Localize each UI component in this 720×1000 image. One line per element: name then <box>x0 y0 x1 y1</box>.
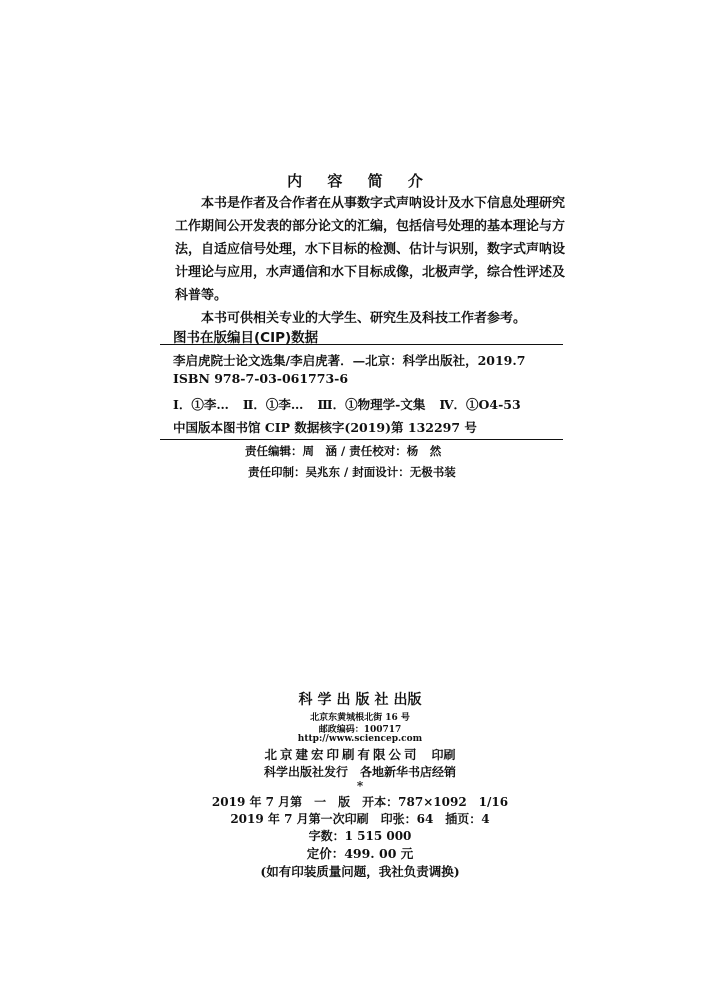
publisher-website: http://www.sciencep.com <box>297 734 423 744</box>
cip-title-line: 李启虎院士论文选集/李启虎著．—北京：科学出版社，2019.7 <box>173 353 526 368</box>
publisher-postcode: 邮政编码：100717 <box>318 725 402 735</box>
price: 定价：499. 00 元 <box>306 846 414 861</box>
printing-info: 2019 年 7 月第一次印刷 印张：64 插页：4 <box>230 812 490 826</box>
publisher-name: 科学出版社 <box>298 692 394 708</box>
cip-heading: 图书在版编目(CIP)数据 <box>173 330 319 346</box>
edition-info: 2019 年 7 月第 一 版 开本：787×1092 1/16 <box>211 795 509 809</box>
classification-item: Ⅱ．①李… <box>242 397 304 412</box>
printer-line <box>0 745 720 763</box>
summary-paragraph: 本书是作者及合作者在从事数字式声呐设计及水下信息处理研究工作期间公开发表的部分论文的汇编，包括信号处理的基本理论与方法，自适应信号处理，水下目标的检测、估计与识别，数字式声呐设计理论与应用，水声通信和水下目标成像，北极声学，综合性评述及科普等。 <box>175 196 566 303</box>
publisher-suffix: 出版 <box>393 692 422 708</box>
divider-rule <box>160 344 563 345</box>
cip-classification <box>173 395 535 413</box>
cip-isbn: ISBN 978-7-03-061773-6 <box>173 371 349 386</box>
summary-title: 内 容 简 介 <box>287 172 433 190</box>
classification-item: Ⅳ．①O4-53 <box>439 397 521 412</box>
distribution: 科学出版社发行 各地新华书店经销 <box>263 765 456 779</box>
publisher-address: 北京东黄城根北街 16 号 <box>310 713 410 723</box>
summary-body <box>175 192 565 330</box>
editor-credits: 责任编辑：周 涵 / 责任校对：杨 然 <box>245 444 442 458</box>
divider-rule <box>160 439 563 440</box>
separator-star: * <box>356 779 364 793</box>
publisher-line <box>0 689 720 709</box>
classification-item: Ⅲ．①物理学-文集 <box>317 397 426 412</box>
summary-paragraph: 本书可供相关专业的大学生、研究生及科技工作者参考。 <box>201 311 527 326</box>
word-count: 字数：1 515 000 <box>308 829 412 843</box>
printer-name: 北京建宏印刷有限公司 <box>264 747 420 762</box>
classification-item: Ⅰ．①李… <box>173 397 229 412</box>
cip-number: 中国版本图书馆 CIP 数据核字(2019)第 132297 号 <box>173 420 477 435</box>
production-credits: 责任印制：吴兆东 / 封面设计：无极书装 <box>248 465 456 479</box>
quality-note: (如有印装质量问题，我社负责调换) <box>260 864 460 879</box>
printer-suffix: 印刷 <box>431 748 456 762</box>
